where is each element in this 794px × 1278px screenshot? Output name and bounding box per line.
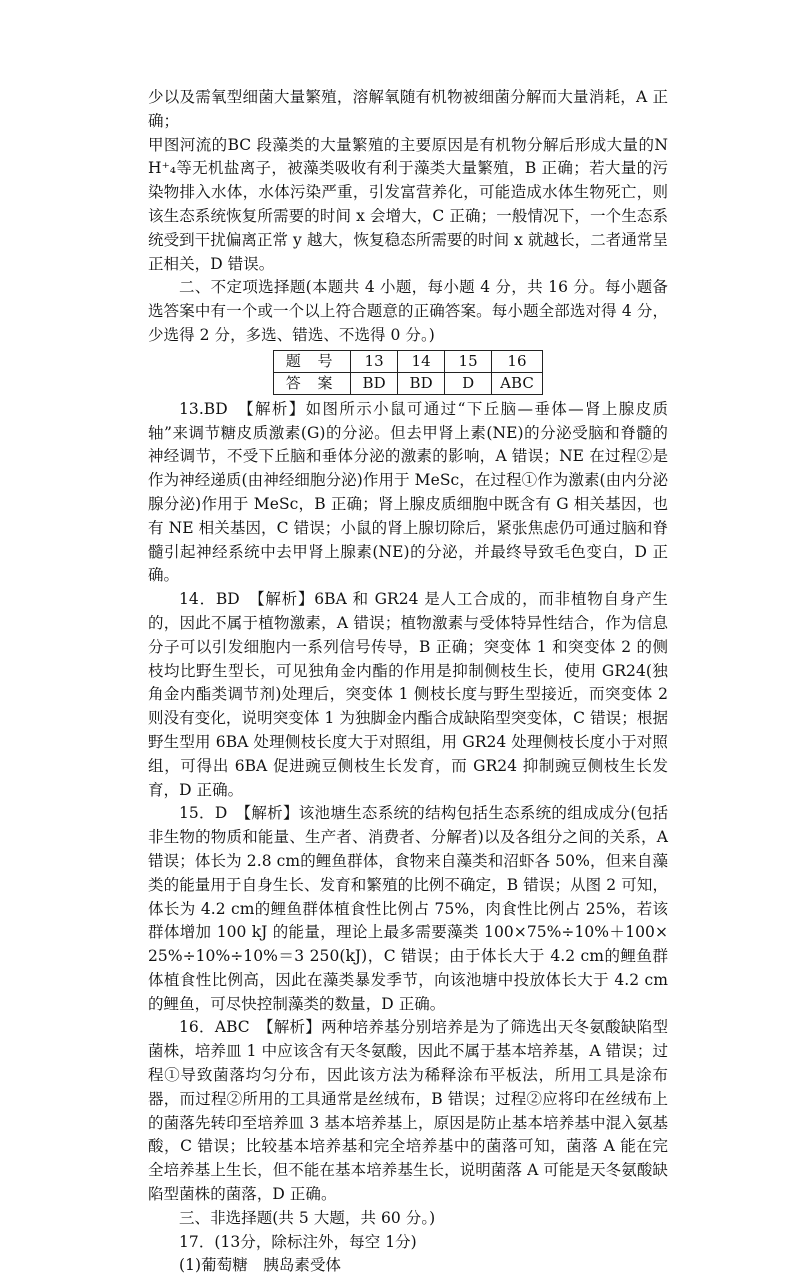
- question-17-heading: 17．(13分，除标注外，每空 1分): [179, 1232, 417, 1251]
- answer-table-wrapper: [148, 350, 668, 395]
- question-14-explanation: 14．BD 【解析】6BA 和 GR24 是人工合成的，而非植物自身产生的，因此不属于植物激素，A 错误；植物激素与受体特异性结合，作为信息分子可以引发细胞内一系列信号传导，B 正确；突变体 1 和突变体 2 的侧枝均比野生型长，可见独角金内酯的作用是抑制侧枝生长，使用 GR24(独角金内酯类调节剂)处理后，突变体 1 侧枝长度与野生型接近，而突变体 2 则没有变化，说明突变体 1 为独脚金内酯合成缺陷型突变体，C 错误；根据野生型用 6BA 处理侧枝长度大于对照组，用 GR24 处理侧枝长度小于对照组，可得出 6BA 促进豌豆侧枝生长发育，而 GR24 抑制豌豆侧枝生长发育，D 正确。: [148, 590, 668, 799]
- question-13-explanation: 13.BD 【解析】如图所示小鼠可通过“下丘脑—垂体—肾上腺皮质轴”来调节糖皮质激素(G)的分泌。但去甲肾上素(NE)的分泌受脑和脊髓的神经调节，不受下丘脑和垂体分泌的激素的影响，A 错误；NE 在过程②是作为神经递质(由神经细胞分泌)作用于 MeSc，在过程①作为激素(由内分泌腺分泌)作用于 MeSc，B 正确；肾上腺皮质细胞中既含有 G 相关基因，也有 NE 相关基因，C 错误；小鼠的肾上腺切除后，紧张焦虑仍可通过脑和脊髓引起神经系统中去甲肾上腺素(NE)的分泌，并最终导致毛色变白，D 正确。: [148, 399, 668, 585]
- answer-row: [274, 372, 543, 394]
- answer-cell: BD: [351, 372, 398, 394]
- section-2-heading: 二、不定项选择题(本题共 4 小题，每小题 4 分，共 16 分。每小题备选答案中有一个或一个以上符合题意的正确答案。每小题全部选对得 4 分，少选得 2 分，多选、错选、不选得 0 分。): [148, 278, 668, 344]
- question-number-label: 题 号: [274, 350, 351, 372]
- question-number-cell: 15: [445, 350, 492, 372]
- question-16-explanation: 16．ABC 【解析】两种培养基分别培养是为了筛选出天冬氨酸缺陷型菌株，培养皿 1 中应该含有天冬氨酸，因此不属于基本培养基，A 错误；过程①导致菌落均匀分布，因此该方法为稀释涂布平板法，所用工具是涂布器，而过程②所用的工具通常是丝绒布，B 错误；过程②应将印在丝绒布上的菌落先转印至培养皿 3 基本培养基上，原因是防止基本培养基中混入氨基酸，C 错误；比较基本培养基和完全培养基中的菌落可知，菌落 A 能在完全培养基上生长，但不能在基本培养基生长，说明菌落 A 可能是天冬氨酸缺陷型菌株的菌落，D 正确。: [148, 1018, 668, 1204]
- intro-paragraph: 甲图河流的BC 段藻类的大量繁殖的主要原因是有机物分解后形成大量的NH⁺₄等无机盐离子，被藻类吸收有利于藻类大量繁殖，B 正确；若大量的污染物排入水体，水体污染严重，引发富营养化，可能造成水体生物死亡，则该生态系统恢复所需要的时间 x 会增大，C 正确；一般情况下，一个生态系统受到干扰偏离正常 y 越大，恢复稳态所需要的时间 x 就越长，二者通常呈正相关，D 错误。: [148, 135, 668, 273]
- section-3-heading: 三、非选择题(共 5 大题，共 60 分。): [179, 1208, 436, 1227]
- question-number-cell: 13: [351, 350, 398, 372]
- answer-cell: D: [445, 372, 492, 394]
- intro-line-1: 少以及需氧型细菌大量繁殖，溶解氧随有机物被细菌分解而大量消耗，A 正确；: [148, 88, 668, 130]
- answer-table: [273, 350, 543, 395]
- question-15-explanation: 15．D 【解析】该池塘生态系统的结构包括生态系统的组成成分(包括非生物的物质和能量、生产者、消费者、分解者)以及各组分之间的关系，A 错误；体长为 2.8 cm的鲤鱼群体，食物来自藻类和沼虾各 50%，但来自藻类的能量用于自身生长、发育和繁殖的比例不确定，B 错误；从图 2 可知，体长为 4.2 cm的鲤鱼群体植食性比例占 75%，肉食性比例占 25%，若该群体增加 100 kJ 的能量，理论上最多需要藻类 100×75%÷10%＋100×25%÷10%÷10%＝3 250(kJ)，C 错误；由于体长大于 4.2 cm的鲤鱼群体植食性比例高，因此在藻类暴发季节，向该池塘中投放体长大于 4.2 cm的鲤鱼，可尽快控制藻类的数量，D 正确。: [148, 804, 668, 1013]
- answer-label: 答 案: [274, 372, 351, 394]
- answer-cell: ABC: [492, 372, 543, 394]
- question-number-cell: 14: [398, 350, 445, 372]
- question-number-cell: 16: [492, 350, 543, 372]
- answer-cell: BD: [398, 372, 445, 394]
- question-number-row: [274, 350, 543, 372]
- question-17-part-1: (1)葡萄糖 胰岛素受体: [179, 1256, 342, 1275]
- answer-explanations: [148, 86, 668, 1278]
